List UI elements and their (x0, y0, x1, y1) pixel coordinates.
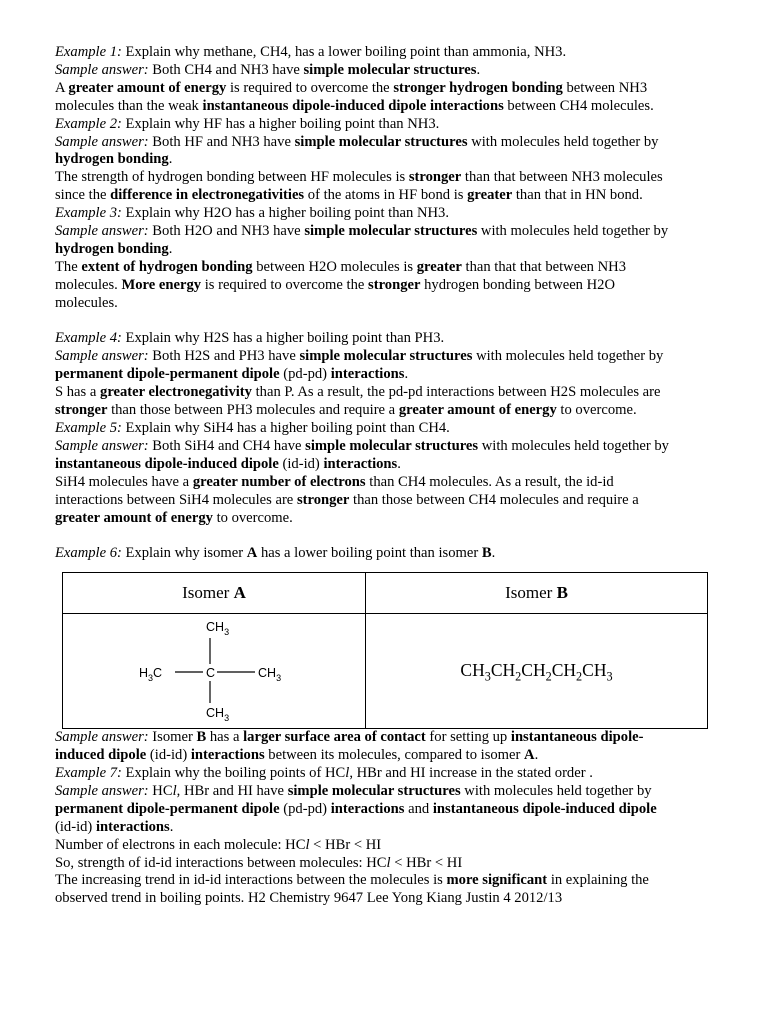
example-4-answer-line-3: S has a greater electronegativity than P. As a result, the pd-pd interactions between H2S molecules are (55, 384, 661, 401)
example-7-answer-line-3: (id-id) interactions. (55, 818, 174, 835)
example-3-question: Example 3: Explain why H2O has a higher boiling point than NH3. (55, 205, 449, 222)
example-5-answer-line-2: instantaneous dipole-induced dipole (id-id) interactions. (55, 455, 401, 472)
example-5-answer-line-1: Sample answer: Both SiH4 and CH4 have simple molecular structures with molecules held together by (55, 437, 669, 454)
example-4-question: Example 4: Explain why H2S has a higher boiling point than PH3. (55, 330, 445, 347)
example-2-question: Example 2: Explain why HF has a higher boiling point than NH3. (55, 115, 440, 132)
example-6-answer-line-2: induced dipole (id-id) interactions between its molecules, compared to isomer A. (55, 747, 539, 764)
example-6-answer-line-1: Sample answer: Isomer B has a larger surface area of contact for setting up instantaneous dipole- (55, 729, 644, 746)
example-2-answer-line-2: hydrogen bonding. (55, 151, 173, 168)
example-2-answer-line-4: since the difference in electronegativities of the atoms in HF bond is greater than that in HN bond. (55, 187, 643, 204)
isomer-a-header: Isomer A (63, 573, 366, 614)
example-2-answer-line-3: The strength of hydrogen bonding between HF molecules is stronger than that between NH3 molecules (55, 169, 663, 186)
example-1-question: Example 1: Explain why methane, CH4, has a lower boiling point than ammonia, NH3. (55, 44, 567, 60)
atom-bottom: $CH_3$ (206, 706, 230, 723)
example-3-answer-line-2: hydrogen bonding. (55, 240, 173, 257)
example-7-answer-line-2: permanent dipole-permanent dipole (pd-pd) interactions and instantaneous dipole-induced dipole (55, 800, 657, 817)
atom-top: $CH_3$ (206, 620, 230, 638)
document-page (55, 44, 715, 908)
example-1-answer-line-1: Sample answer: Both CH4 and NH3 have simple molecular structures. (55, 61, 481, 78)
example-5-answer-line-5: greater amount of energy to overcome. (55, 509, 293, 526)
isomer-a-structure (63, 614, 366, 729)
example-7-answer-line-5: So, strength of id-id interactions between molecules: HCl < HBr < HI (55, 854, 463, 871)
example-5-answer-line-4: interactions between SiH4 molecules are stronger than those between CH4 molecules and require a (55, 491, 639, 508)
example-4-answer-line-1: Sample answer: Both H2S and PH3 have simple molecular structures with molecules held together by (55, 348, 664, 365)
example-3-answer-line-3: The extent of hydrogen bonding between H2O molecules is greater than that that between NH3 (55, 258, 626, 275)
example-5-answer-line-3: SiH4 molecules have a greater number of electrons than CH4 molecules. As a result, the id-id (55, 473, 614, 490)
atom-left: $H_3C$ (139, 666, 163, 684)
example-3-answer-line-1: Sample answer: Both H2O and NH3 have simple molecular structures with molecules held together by (55, 223, 669, 240)
example-7-answer-line-7: observed trend in boiling points. H2 Chemistry 9647 Lee Yong Kiang Justin 4 2012/13 (55, 890, 563, 907)
formula-text: $CH_3CH_2CH_2CH_2CH_3$ (460, 660, 613, 684)
example-1-answer-line-2: A greater amount of energy is required to overcome the stronger hydrogen bonding between NH3 (55, 79, 648, 96)
isomer-b-formula (366, 614, 708, 729)
example-7-answer-line-6: The increasing trend in id-id interactions between the molecules is more significant in explaining the (55, 872, 649, 889)
paragraph-gap (55, 313, 715, 331)
isomer-table (62, 572, 708, 729)
example-6-question: Example 6: Explain why isomer A has a lower boiling point than isomer B. (55, 545, 496, 562)
example-4-answer-line-4: stronger than those between PH3 molecules and require a greater amount of energy to overcome. (55, 402, 637, 419)
paragraph-gap (55, 527, 715, 545)
example-2-answer-line-1: Sample answer: Both HF and NH3 have simple molecular structures with molecules held together by (55, 133, 659, 150)
example-7-question: Example 7: Explain why the boiling points of HCl, HBr and HI increase in the stated order . (55, 764, 593, 781)
example-3-answer-line-4: molecules. More energy is required to overcome the stronger hydrogen bonding between H2O (55, 276, 616, 293)
example-7-answer-line-4: Number of electrons in each molecule: HCl < HBr < HI (55, 836, 382, 853)
example-7-answer-line-1: Sample answer: HCl, HBr and HI have simple molecular structures with molecules held together by (55, 782, 652, 799)
branched-structure-diagram (64, 614, 364, 722)
example-5-question: Example 5: Explain why SiH4 has a higher boiling point than CH4. (55, 420, 450, 437)
atom-right: $CH_3$ (258, 666, 282, 684)
isomer-b-header: Isomer B (366, 573, 708, 614)
example-4-answer-line-2: permanent dipole-permanent dipole (pd-pd) interactions. (55, 366, 409, 383)
atom-center: C (206, 666, 216, 681)
example-1-answer-line-3: molecules than the weak instantaneous dipole-induced dipole interactions between CH4 molecules. (55, 97, 654, 114)
example-3-answer-line-5: molecules. (55, 294, 118, 311)
